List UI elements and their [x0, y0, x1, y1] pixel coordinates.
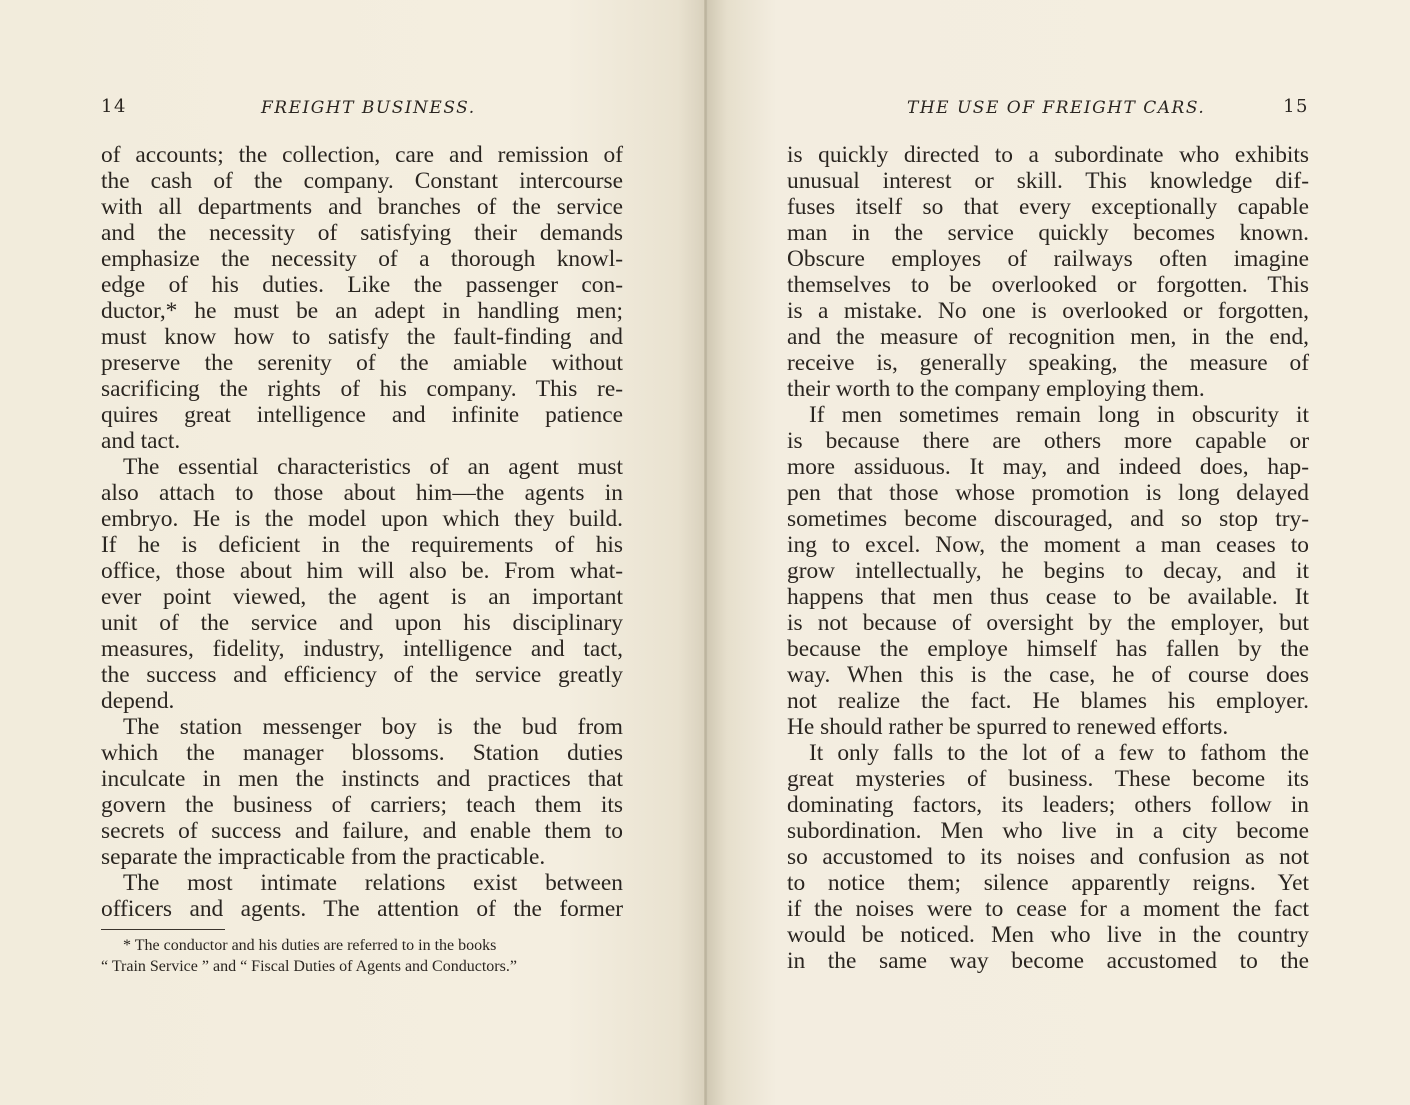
text-line: govern the business of carriers; teach them its	[101, 792, 623, 818]
text-line: The most intimate relations exist between	[123, 870, 623, 896]
right-page	[706, 0, 1410, 1105]
left-body-text	[101, 142, 623, 922]
footnote-line: * The conductor and his duties are referred to in the books	[123, 937, 497, 954]
right-running-head	[787, 96, 1309, 124]
text-line: edge of his duties. Like the passenger con-	[101, 272, 623, 298]
text-line: pen that those whose promotion is long delayed	[787, 480, 1309, 506]
text-line: embryo. He is the model upon which they build.	[101, 506, 623, 532]
text-line: officers and agents. The attention of the former	[101, 896, 623, 922]
right-body-text	[787, 142, 1309, 974]
text-line: measures, fidelity, industry, intelligence and tact,	[101, 636, 623, 662]
text-line: not realize the fact. He blames his employer.	[787, 688, 1309, 714]
text-line: if the noises were to cease for a moment the fact	[787, 896, 1309, 922]
text-line: office, those about him will also be. From what-	[101, 558, 623, 584]
text-line: unit of the service and upon his disciplinary	[101, 610, 623, 636]
footnote-line: “ Train Service ” and “ Fiscal Duties of Agents and Conductors.”	[101, 958, 517, 975]
text-line: and the measure of recognition men, in the end,	[787, 324, 1309, 350]
text-line: depend.	[101, 688, 175, 714]
text-line: secrets of success and failure, and enable them to	[101, 818, 623, 844]
text-line: fuses itself so that every exceptionally capable	[787, 194, 1309, 220]
left-running-head	[101, 96, 623, 124]
text-line: Obscure employes of railways often imagine	[787, 246, 1309, 272]
text-line: also attach to those about him—the agents in	[101, 480, 623, 506]
text-line: The essential characteristics of an agent must	[123, 454, 623, 480]
text-line: is because there are others more capable or	[787, 428, 1309, 454]
text-line: great mysteries of business. These become its	[787, 766, 1309, 792]
left-page-number: 14	[101, 96, 127, 117]
text-line: sacrificing the rights of his company. This re-	[101, 376, 623, 402]
text-line: to notice them; silence apparently reigns. Yet	[787, 870, 1309, 896]
footnote-rule	[101, 929, 225, 930]
book-gutter	[704, 0, 708, 1105]
text-line: happens that men thus cease to be available. It	[787, 584, 1309, 610]
text-line: the success and efficiency of the service greatly	[101, 662, 623, 688]
text-line: receive is, generally speaking, the measure of	[787, 350, 1309, 376]
text-line: and the necessity of satisfying their demands	[101, 220, 623, 246]
text-line: and tact.	[101, 428, 181, 454]
text-line: is quickly directed to a subordinate who exhibits	[787, 142, 1309, 168]
text-line: is not because of oversight by the employer, but	[787, 610, 1309, 636]
text-line: grow intellectually, he begins to decay, and it	[787, 558, 1309, 584]
text-line: If he is deficient in the requirements of his	[101, 532, 623, 558]
text-line: ductor,* he must be an adept in handling men;	[101, 298, 623, 324]
text-line: He should rather be spurred to renewed efforts.	[787, 714, 1229, 740]
text-line: which the manager blossoms. Station duties	[101, 740, 623, 766]
text-line: emphasize the necessity of a thorough knowl-	[101, 246, 623, 272]
left-running-title: FREIGHT BUSINESS.	[261, 98, 476, 118]
text-line: themselves to be overlooked or forgotten. This	[787, 272, 1309, 298]
text-line: inculcate in men the instincts and practices that	[101, 766, 623, 792]
text-line: because the employe himself has fallen by the	[787, 636, 1309, 662]
text-line: their worth to the company employing them.	[787, 376, 1205, 402]
text-line: more assiduous. It may, and indeed does, hap-	[787, 454, 1309, 480]
right-page-number: 15	[1283, 96, 1309, 117]
text-line: ing to excel. Now, the moment a man ceases to	[787, 532, 1309, 558]
text-line: preserve the serenity of the amiable without	[101, 350, 623, 376]
text-line: is a mistake. No one is overlooked or forgotten,	[787, 298, 1309, 324]
text-line: man in the service quickly becomes known.	[787, 220, 1309, 246]
text-line: would be noticed. Men who live in the country	[787, 922, 1309, 948]
text-line: dominating factors, its leaders; others follow in	[787, 792, 1309, 818]
text-line: the cash of the company. Constant intercourse	[101, 168, 623, 194]
text-line: of accounts; the collection, care and remission of	[101, 142, 623, 168]
text-line: ever point viewed, the agent is an important	[101, 584, 623, 610]
text-line: quires great intelligence and infinite patience	[101, 402, 623, 428]
text-line: The station messenger boy is the bud from	[123, 714, 623, 740]
text-line: so accustomed to its noises and confusion as not	[787, 844, 1309, 870]
text-line: must know how to satisfy the fault-finding and	[101, 324, 623, 350]
text-line: If men sometimes remain long in obscurity it	[809, 402, 1309, 428]
text-line: in the same way become accustomed to the	[787, 948, 1309, 974]
right-running-title: THE USE OF FREIGHT CARS.	[907, 98, 1206, 118]
text-line: separate the impracticable from the practicable.	[101, 844, 546, 870]
text-line: unusual interest or skill. This knowledge dif-	[787, 168, 1309, 194]
text-line: subordination. Men who live in a city become	[787, 818, 1309, 844]
footnote	[101, 935, 623, 977]
text-line: with all departments and branches of the service	[101, 194, 623, 220]
text-line: sometimes become discouraged, and so stop try-	[787, 506, 1309, 532]
text-line: It only falls to the lot of a few to fathom the	[809, 740, 1309, 766]
text-line: way. When this is the case, he of course does	[787, 662, 1309, 688]
